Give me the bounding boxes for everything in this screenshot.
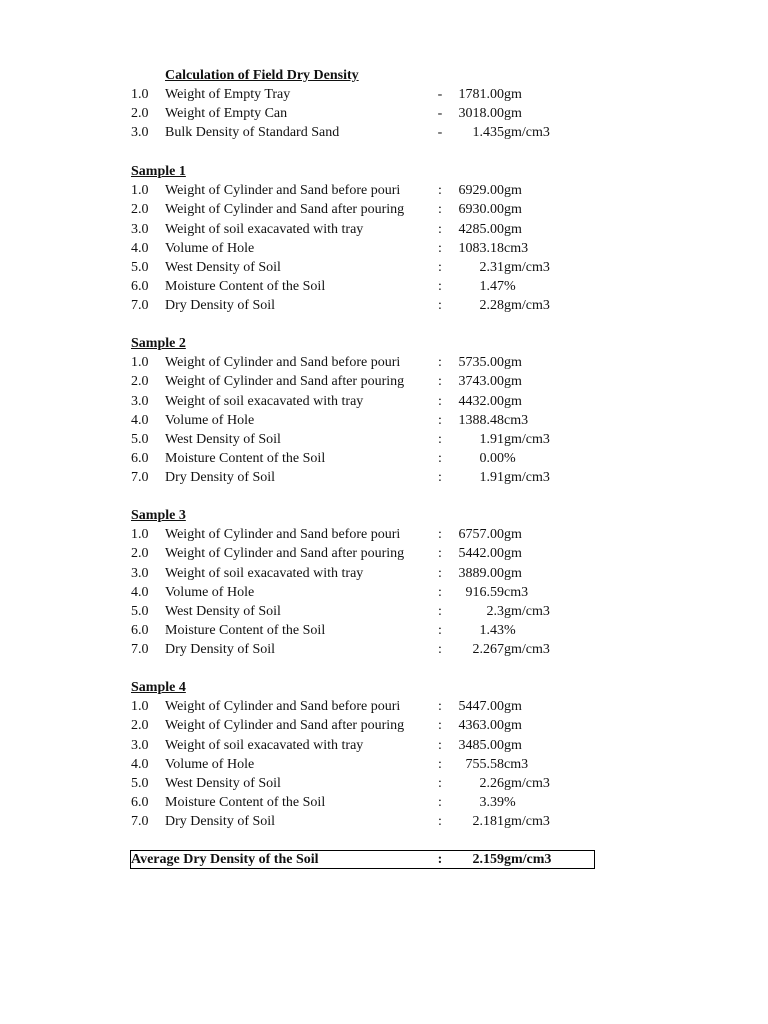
value-cell (450, 812, 590, 831)
row-value: 4285.00 (458, 222, 504, 237)
row-number: 2.0 (131, 718, 149, 733)
sample-row (0, 239, 768, 258)
constant-row (0, 85, 768, 104)
row-label: Volume of Hole (165, 413, 255, 428)
row-value: 5442.00 (458, 546, 504, 561)
row-value: 3743.00 (458, 374, 504, 389)
row-number: 4.0 (131, 757, 149, 772)
row-label: Moisture Content of the Soil (165, 623, 326, 638)
constant-row (0, 123, 768, 142)
row-value: 2.28 (479, 298, 504, 313)
row-separator: : (438, 642, 442, 657)
row-unit: gm/cm3 (504, 470, 550, 485)
row-unit: gm (504, 183, 522, 198)
sample-row (0, 812, 768, 831)
row-number: 1.0 (131, 527, 149, 542)
row-label: Volume of Hole (165, 241, 255, 256)
row-separator: : (438, 527, 442, 542)
row-unit: gm (504, 374, 522, 389)
row-unit: gm (504, 202, 522, 217)
title-row (0, 66, 768, 85)
row-unit: gm/cm3 (504, 298, 550, 313)
constant-row (0, 104, 768, 123)
value-cell (450, 716, 590, 735)
value-cell (450, 468, 590, 487)
row-number: 5.0 (131, 776, 149, 791)
row-value: 5735.00 (458, 355, 504, 370)
row-number: 3.0 (131, 566, 149, 581)
row-number: 7.0 (131, 814, 149, 829)
row-number: 7.0 (131, 298, 149, 313)
value-cell (450, 449, 590, 468)
row-unit: gm (504, 355, 522, 370)
average-value-cell (450, 850, 590, 869)
row-number: 1.0 (131, 699, 149, 714)
row-value: 0.00 (479, 451, 504, 466)
row-number: 5.0 (131, 604, 149, 619)
row-label: West Density of Soil (165, 604, 281, 619)
value-cell (450, 258, 590, 277)
row-number: 2.0 (131, 202, 149, 217)
row-value: 2.267 (472, 642, 504, 657)
row-separator: : (438, 585, 442, 600)
row-unit: gm (504, 566, 522, 581)
row-label: Weight of soil exacavated with tray (165, 222, 364, 237)
row-label: Weight of Empty Tray (165, 87, 291, 102)
row-separator: : (438, 241, 442, 256)
row-separator: : (438, 470, 442, 485)
sample-row (0, 430, 768, 449)
row-separator: : (438, 394, 442, 409)
sample-row (0, 793, 768, 812)
row-value: 1388.48 (458, 413, 504, 428)
row-value: 5447.00 (458, 699, 504, 714)
row-unit: % (504, 623, 516, 638)
row-unit: gm/cm3 (504, 432, 550, 447)
value-cell (450, 736, 590, 755)
row-separator: : (438, 432, 442, 447)
value-cell (450, 793, 590, 812)
average-row (0, 850, 768, 869)
row-label: West Density of Soil (165, 776, 281, 791)
row-label: Dry Density of Soil (165, 298, 276, 313)
row-unit: gm (504, 738, 522, 753)
sample-row (0, 200, 768, 219)
sample-row (0, 449, 768, 468)
row-separator: : (438, 451, 442, 466)
sample-row (0, 258, 768, 277)
sample-row (0, 564, 768, 583)
row-separator: : (438, 279, 442, 294)
sample-row (0, 583, 768, 602)
row-unit: % (504, 451, 516, 466)
row-label: West Density of Soil (165, 432, 281, 447)
row-separator: : (438, 222, 442, 237)
sample-title: Sample 3 (131, 508, 186, 523)
row-number: 5.0 (131, 432, 149, 447)
row-separator: : (438, 202, 442, 217)
row-unit: gm/cm3 (504, 642, 550, 657)
value-cell (450, 277, 590, 296)
row-value: 916.59 (465, 585, 504, 600)
row-unit: gm (504, 87, 522, 102)
row-number: 3.0 (131, 738, 149, 753)
row-number: 6.0 (131, 279, 149, 294)
row-unit: gm/cm3 (504, 814, 550, 829)
value-cell (450, 602, 590, 621)
row-separator: : (438, 738, 442, 753)
row-unit: % (504, 279, 516, 294)
sample-row (0, 716, 768, 735)
row-separator: : (438, 814, 442, 829)
value-cell (450, 85, 590, 104)
value-cell (450, 774, 590, 793)
row-unit: gm (504, 699, 522, 714)
sample-row (0, 602, 768, 621)
row-value: 755.58 (465, 757, 504, 772)
row-separator: : (438, 546, 442, 561)
sample-row (0, 181, 768, 200)
row-value: 3889.00 (458, 566, 504, 581)
row-separator: : (438, 718, 442, 733)
average-value: 2.159 (472, 852, 504, 867)
sample-row (0, 411, 768, 430)
row-number: 6.0 (131, 623, 149, 638)
row-value: 2.181 (472, 814, 504, 829)
row-label: Dry Density of Soil (165, 814, 276, 829)
row-value: 4363.00 (458, 718, 504, 733)
row-number: 1.0 (131, 355, 149, 370)
value-cell (450, 123, 590, 142)
row-number: 4.0 (131, 413, 149, 428)
row-number: 3.0 (131, 394, 149, 409)
row-value: 3018.00 (458, 106, 504, 121)
row-label: Volume of Hole (165, 585, 255, 600)
row-value: 6930.00 (458, 202, 504, 217)
value-cell (450, 372, 590, 391)
value-cell (450, 353, 590, 372)
row-separator: : (438, 757, 442, 772)
sample-row (0, 468, 768, 487)
row-unit: gm (504, 106, 522, 121)
row-value: 2.26 (479, 776, 504, 791)
row-unit: gm (504, 222, 522, 237)
row-separator: : (438, 566, 442, 581)
page-title: Calculation of Field Dry Density (165, 68, 359, 83)
sample-row (0, 774, 768, 793)
row-unit: cm3 (504, 757, 529, 772)
value-cell (450, 411, 590, 430)
row-label: Dry Density of Soil (165, 642, 276, 657)
row-separator: : (438, 374, 442, 389)
row-number: 1.0 (131, 87, 149, 102)
row-value: 1.47 (479, 279, 504, 294)
sample-row (0, 736, 768, 755)
average-unit: gm/cm3 (504, 852, 552, 867)
row-unit: gm (504, 718, 522, 733)
value-cell (450, 220, 590, 239)
value-cell (450, 200, 590, 219)
row-unit: gm (504, 394, 522, 409)
row-separator: : (438, 355, 442, 370)
sample-row (0, 640, 768, 659)
value-cell (450, 430, 590, 449)
sample-row (0, 372, 768, 391)
row-label: Moisture Content of the Soil (165, 795, 326, 810)
row-number: 2.0 (131, 374, 149, 389)
row-number: 1.0 (131, 183, 149, 198)
row-label: Weight of soil exacavated with tray (165, 566, 364, 581)
row-unit: cm3 (504, 585, 529, 600)
value-cell (450, 525, 590, 544)
row-unit: gm/cm3 (504, 260, 550, 275)
sample-row (0, 277, 768, 296)
row-separator: : (438, 776, 442, 791)
average-label: Average Dry Density of the Soil (131, 852, 319, 867)
row-separator: - (437, 87, 443, 102)
row-number: 6.0 (131, 451, 149, 466)
row-label: Moisture Content of the Soil (165, 451, 326, 466)
value-cell (450, 640, 590, 659)
row-value: 1.43 (479, 623, 504, 638)
row-number: 4.0 (131, 585, 149, 600)
row-label: Weight of Cylinder and Sand after pouring (165, 546, 405, 561)
sample-row (0, 621, 768, 640)
row-label: Weight of Cylinder and Sand before pouri (165, 183, 401, 198)
row-label: Weight of Cylinder and Sand before pouri (165, 355, 401, 370)
sample-row (0, 353, 768, 372)
row-label: Weight of Cylinder and Sand before pouri (165, 527, 401, 542)
row-label: Weight of Cylinder and Sand after pouring (165, 202, 405, 217)
sample-row (0, 697, 768, 716)
row-separator: : (438, 604, 442, 619)
row-separator: : (438, 183, 442, 198)
row-number: 7.0 (131, 470, 149, 485)
row-label: Weight of Empty Can (165, 106, 288, 121)
row-number: 2.0 (131, 546, 149, 561)
value-cell (450, 697, 590, 716)
row-label: Weight of Cylinder and Sand after pouring (165, 374, 405, 389)
row-number: 3.0 (131, 125, 149, 140)
value-cell (450, 755, 590, 774)
row-unit: gm/cm3 (504, 776, 550, 791)
row-value: 2.31 (479, 260, 504, 275)
row-value: 1083.18 (458, 241, 504, 256)
row-number: 7.0 (131, 642, 149, 657)
row-separator: : (438, 699, 442, 714)
row-label: Weight of Cylinder and Sand after pouring (165, 718, 405, 733)
row-value: 1.91 (479, 432, 504, 447)
row-unit: cm3 (504, 413, 529, 428)
row-separator: : (438, 623, 442, 638)
row-label: Bulk Density of Standard Sand (165, 125, 340, 140)
sample-heading-row (0, 162, 768, 181)
row-unit: gm (504, 527, 522, 542)
row-label: Volume of Hole (165, 757, 255, 772)
row-label: Moisture Content of the Soil (165, 279, 326, 294)
row-value: 2.3 (486, 604, 504, 619)
sample-row (0, 525, 768, 544)
value-cell (450, 181, 590, 200)
sample-row (0, 755, 768, 774)
row-label: Weight of soil exacavated with tray (165, 394, 364, 409)
row-number: 3.0 (131, 222, 149, 237)
sample-heading-row (0, 334, 768, 353)
value-cell (450, 296, 590, 315)
row-number: 5.0 (131, 260, 149, 275)
value-cell (450, 564, 590, 583)
row-separator: : (438, 413, 442, 428)
sample-title: Sample 2 (131, 336, 186, 351)
row-value: 1781.00 (458, 87, 504, 102)
average-separator: : (437, 852, 443, 867)
row-value: 4432.00 (458, 394, 504, 409)
sample-row (0, 544, 768, 563)
sample-heading-row (0, 678, 768, 697)
sample-row (0, 392, 768, 411)
row-separator: - (437, 106, 443, 121)
row-separator: : (438, 795, 442, 810)
sample-heading-row (0, 506, 768, 525)
row-label: Weight of Cylinder and Sand before pouri (165, 699, 401, 714)
sample-row (0, 220, 768, 239)
row-value: 1.91 (479, 470, 504, 485)
row-unit: % (504, 795, 516, 810)
row-number: 4.0 (131, 241, 149, 256)
row-separator: : (438, 260, 442, 275)
row-label: Dry Density of Soil (165, 470, 276, 485)
value-cell (450, 392, 590, 411)
sample-row (0, 296, 768, 315)
row-unit: gm (504, 546, 522, 561)
row-label: Weight of soil exacavated with tray (165, 738, 364, 753)
value-cell (450, 621, 590, 640)
row-unit: gm/cm3 (504, 604, 550, 619)
row-separator: - (437, 125, 443, 140)
row-value: 1.435 (472, 125, 504, 140)
row-value: 3485.00 (458, 738, 504, 753)
row-value: 6757.00 (458, 527, 504, 542)
row-separator: : (438, 298, 442, 313)
value-cell (450, 583, 590, 602)
row-unit: gm/cm3 (504, 125, 550, 140)
value-cell (450, 104, 590, 123)
row-value: 3.39 (479, 795, 504, 810)
row-number: 6.0 (131, 795, 149, 810)
value-cell (450, 544, 590, 563)
sample-title: Sample 1 (131, 164, 186, 179)
value-cell (450, 239, 590, 258)
row-value: 6929.00 (458, 183, 504, 198)
sample-title: Sample 4 (131, 680, 186, 695)
row-unit: cm3 (504, 241, 529, 256)
row-label: West Density of Soil (165, 260, 281, 275)
row-number: 2.0 (131, 106, 149, 121)
